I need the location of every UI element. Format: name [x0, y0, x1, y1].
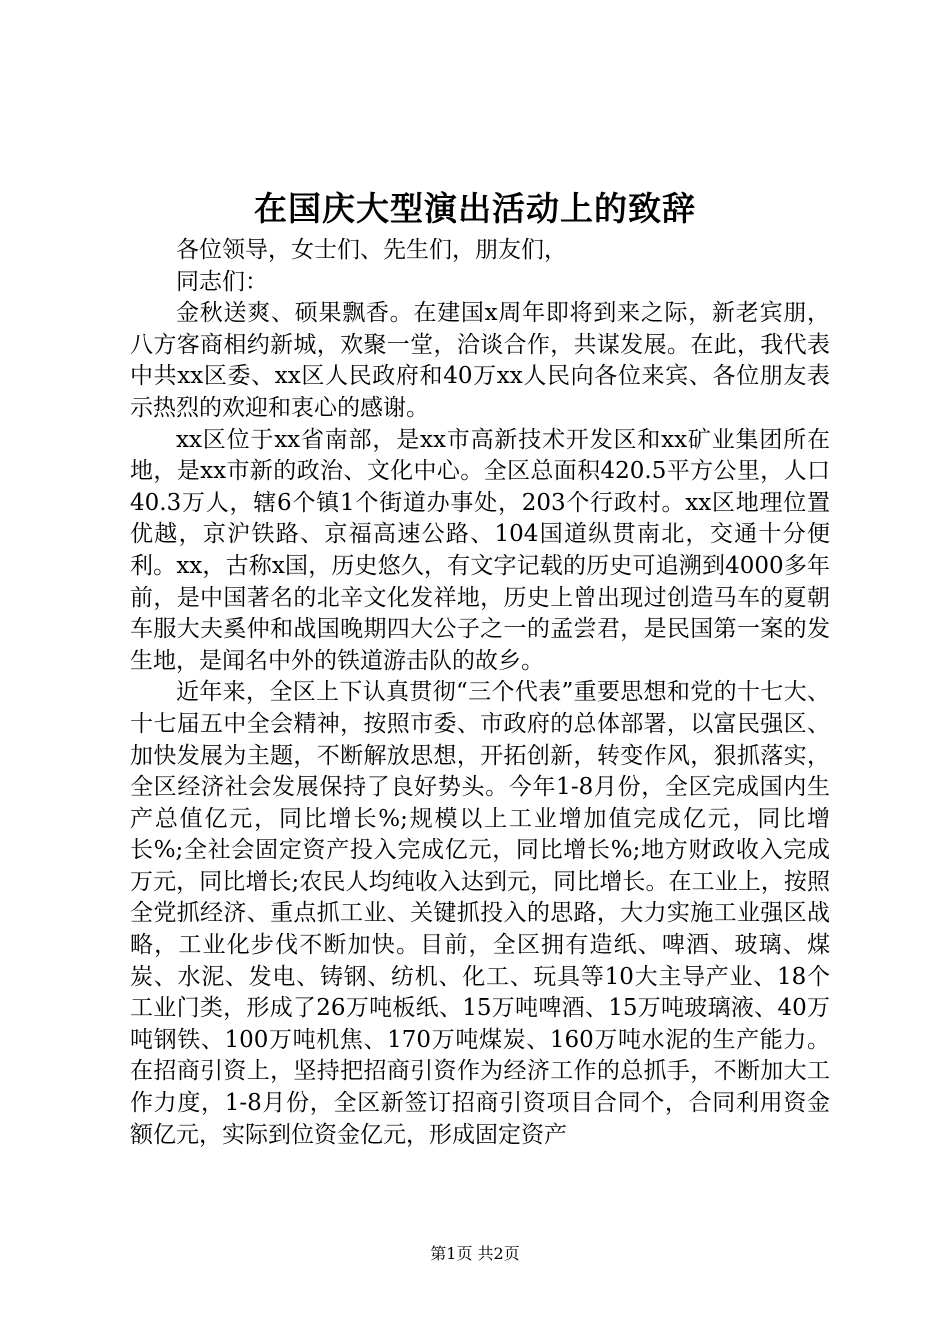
body-paragraph: 金秋送爽、硕果飘香。在建国x周年即将到来之际，新老宾朋，八方客商相约新城，欢聚一堂，洽谈合作，共谋发展。在此，我代表中共xx区委、xx区人民政府和40万xx人民向各位来宾、各位朋友表示热烈的欢迎和衷心的感谢。: [130, 300, 830, 421]
body-paragraph: xx区位于xx省南部，是xx市高新技术开发区和xx矿业集团所在地，是xx市新的政治、文化中心。全区总面积420.5平方公里，人口40.3万人，辖6个镇1个街道办事处，203个行政村。xx区地理位置优越，京沪铁路、京福高速公路、104国道纵贯南北，交通十分便利。xx，古称x国，历史悠久，有文字记载的历史可追溯到4000多年前，是中国著名的北辛文化发祥地，历史上曾出现过创造马车的夏朝车服大夫奚仲和战国晚期四大公子之一的孟尝君，是民国第一案的发生地，是闻名中外的铁道游击队的故乡。: [130, 426, 830, 674]
page-number-footer: 第1页 共2页: [430, 1244, 520, 1263]
document-body: [130, 235, 830, 1151]
body-paragraph: 近年来，全区上下认真贯彻“三个代表”重要思想和党的十七大、十七届五中全会精神，按照市委、市政府的总体部署，以富民强区、加快发展为主题，不断解放思想，开拓创新，转变作风，狠抓落实，全区经济社会发展保持了良好势头。今年1-8月份，全区完成国内生产总值亿元，同比增长%;规模以上工业增加值完成亿元，同比增长%;全社会固定资产投入完成亿元，同比增长%;地方财政收入完成万元，同比增长;农民人均纯收入达到元，同比增长。在工业上，按照全党抓经济、重点抓工业、关键抓投入的思路，大力实施工业强区战略，工业化步伐不断加快。目前，全区拥有造纸、啤酒、玻璃、煤炭、水泥、发电、铸钢、纺机、化工、玩具等10大主导产业、18个工业门类，形成了26万吨板纸、15万吨啤酒、15万吨玻璃液、40万吨钢铁、100万吨机焦、170万吨煤炭、160万吨水泥的生产能力。在招商引资上，坚持把招商引资作为经济工作的总抓手，不断加大工作力度，1-8月份，全区新签订招商引资项目合同个，合同利用资金额亿元，实际到位资金亿元，形成固定资产: [130, 679, 830, 1148]
document-title: 在国庆大型演出活动上的致辞: [254, 189, 696, 228]
salutation-line-2: 同志们：: [176, 268, 268, 295]
salutation-line-1: 各位领导，女士们、先生们，朋友们，: [176, 237, 567, 263]
